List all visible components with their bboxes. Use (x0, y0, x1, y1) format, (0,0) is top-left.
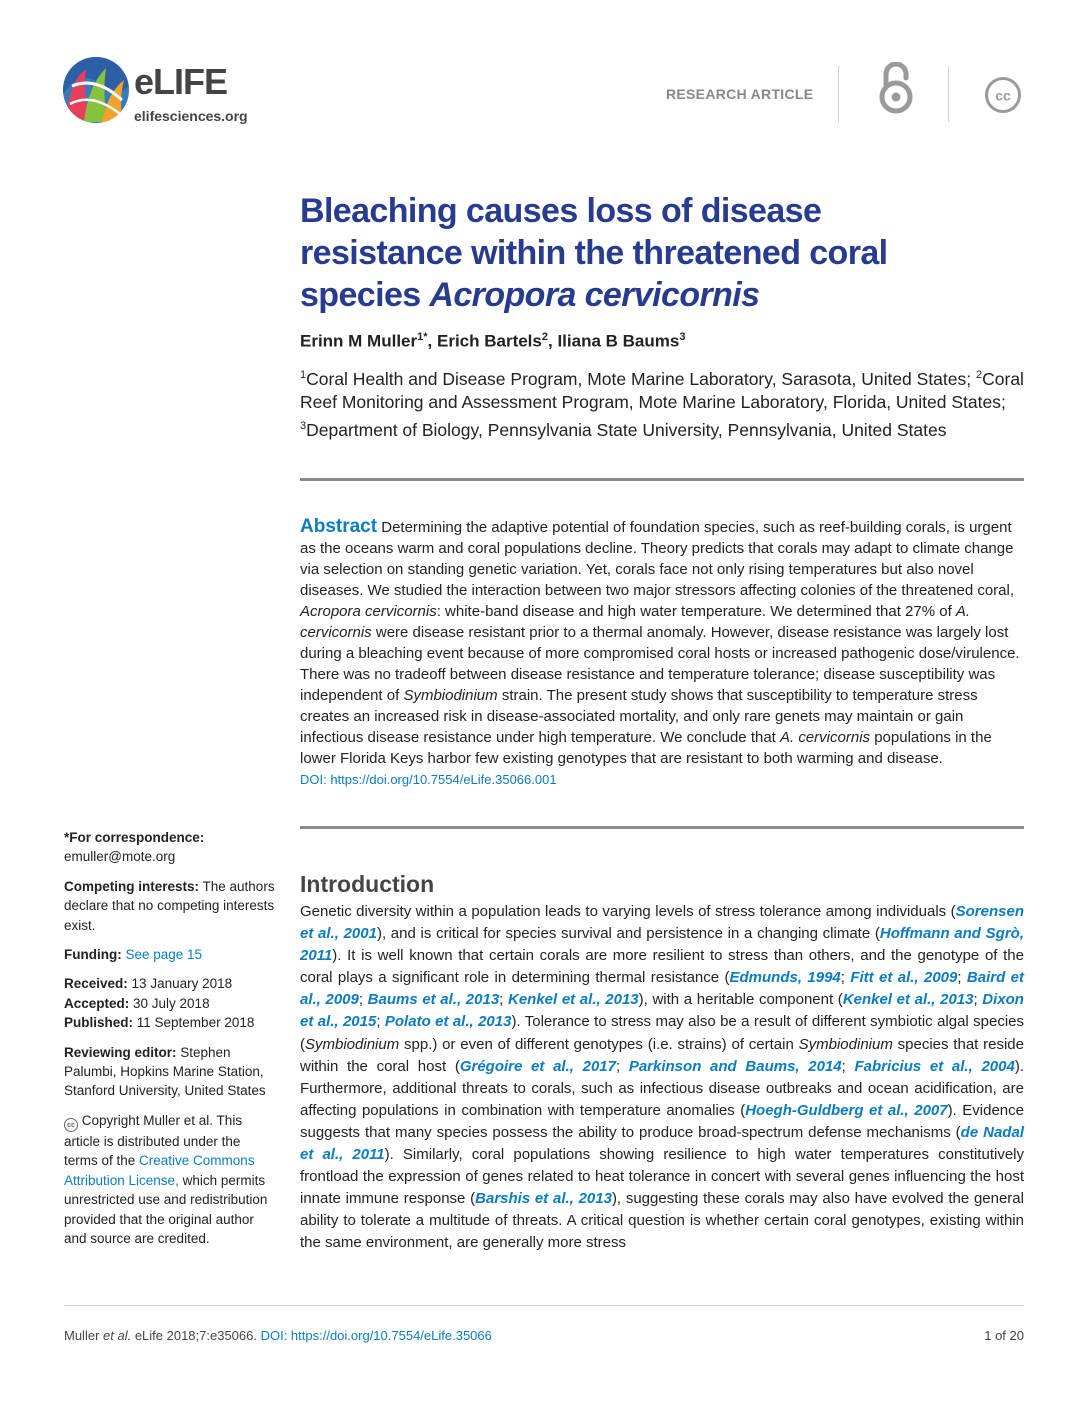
species-name: Acropora cervicornis (300, 603, 437, 620)
species-name: A. cervicornis (780, 729, 871, 746)
abstract-text: : white-band disease and high water temperature. We determined that 27% of (436, 603, 956, 620)
copyright-text: which permits unrestricted use and redistribution provided that the original author and source are credited. (64, 1172, 268, 1246)
citation-link[interactable]: Kenkel et al., 2013 (507, 991, 639, 1009)
author-name[interactable]: Iliana B Baums (557, 331, 680, 351)
abstract-heading: Abstract (300, 516, 378, 537)
affiliation-marker: 1 (300, 369, 307, 381)
logo-wordmark[interactable]: eLIFE (134, 61, 228, 102)
species-name: Symbiodinium (403, 687, 498, 704)
funding-block (64, 945, 276, 964)
article-title (300, 190, 1040, 316)
funding-link[interactable]: See page 15 (125, 947, 203, 963)
citation-link[interactable]: Baird et al., 2009 (300, 969, 1024, 1009)
accepted-date: 30 July 2018 (129, 995, 210, 1011)
creative-commons-icon: cc (64, 1118, 78, 1132)
header-divider (838, 66, 839, 122)
introduction-body (300, 901, 1024, 1255)
title-line: resistance within the threatened coral (300, 234, 888, 272)
abstract-text: were disease resistant prior to a thermal anomaly. However, disease resistance was largely lost during a bleaching event because of more compromised coral hosts or increased pathogenic dose/virulence. There was no tradeoff between disease resistance and temperature tolerance; disease susceptibility was independent of (300, 624, 1020, 704)
citation-link[interactable]: Polato et al., 2013 (384, 1013, 512, 1031)
published-date: 11 September 2018 (133, 1015, 255, 1031)
footer-divider (64, 1305, 1024, 1306)
body-text: ), and is critical for species survival and persistence in a changing climate ( (376, 925, 880, 943)
citation-link[interactable]: Hoffmann and Sgrò, 2011 (300, 925, 1025, 965)
body-text: ), suggesting these corals may also have evolved the general ability to tolerate a multitude of threats. A critical question is whether certain coral genotypes, existing within the same environment, are generally more stress (300, 1190, 1024, 1252)
reviewing-editor-text: Stephen Palumbi, Hopkins Marine Station, Stanford University, United States (64, 1044, 266, 1099)
creative-commons-icon (984, 76, 1022, 114)
author-list (300, 326, 685, 353)
body-text: ; (376, 1013, 385, 1031)
page-number: 1 of 20 (984, 1328, 1024, 1343)
affiliations (300, 364, 1024, 442)
citation-link[interactable]: Fitt et al., 2009 (850, 969, 958, 987)
copyright-text: Copyright Muller et al. This article is distributed under the terms of the (64, 1112, 243, 1169)
citation-link[interactable]: de Nadal et al., 2011 (300, 1123, 1024, 1164)
citation-link[interactable]: Barshis et al., 2013 (475, 1190, 612, 1208)
citation-link[interactable]: Sorensen et al., 2001 (300, 903, 1024, 943)
body-text: ; (957, 969, 967, 987)
dates-block (64, 974, 276, 1032)
citation-link[interactable]: Grégoire et al., 2017 (459, 1057, 616, 1075)
footer-citation (64, 1328, 492, 1344)
correspondence-label: *For correspondence: (64, 830, 205, 845)
abstract-text: strain. The present study shows that susceptibility to temperature stress creates an increased risk in disease-associated mortality, and only rare genets may maintain or gain infectious disease resistance under high temperature. We conclude that (300, 687, 978, 746)
citation-link[interactable]: Fabricius et al., 2004 (854, 1057, 1015, 1075)
abstract (300, 516, 1024, 790)
elife-logo-icon (62, 56, 130, 124)
competing-interests-text: The authors declare that no competing interests exist. (64, 878, 275, 933)
accepted-label: Accepted: (64, 995, 130, 1011)
header-divider (948, 66, 949, 122)
affiliation-marker: 2 (976, 369, 983, 381)
body-text: ; (615, 1057, 629, 1075)
citation-link[interactable]: Kenkel et al., 2013 (842, 991, 974, 1009)
citation-link[interactable]: Dixon et al., 2015 (300, 991, 1024, 1031)
logo-url[interactable]: elifesciences.org (134, 108, 248, 124)
citation-link[interactable]: Baums et al., 2013 (367, 991, 500, 1009)
abstract-text: Determining the adaptive potential of foundation species, such as reef-building corals, is urgent as the oceans warm and coral populations decline. Theory predicts that corals may adapt to climate change via selection on standing genetic variation. Yet, corals face not only rising temperatures but also novel diseases. We studied the interaction between two major stressors affecting colonies of the threatened coral, (300, 519, 1015, 599)
body-text: ). It is well known that certain corals are more resilient to stress than others, and the genotype of the coral plays a significant role in determining thermal resistance ( (300, 947, 1024, 987)
citation-link[interactable]: Edmunds, 1994 (729, 969, 841, 987)
body-text: ; (840, 969, 851, 987)
abstract-text: populations in the lower Florida Keys harbor few existing genotypes that are resistant to both warming and disease. (300, 729, 992, 767)
license-link[interactable]: Creative Commons Attribution License, (64, 1153, 255, 1188)
body-text: ). Similarly, coral populations showing resilience to high water temperatures constitutively frontload the expression of genes related to heat tolerance in concert with several genes influencing the host innate immune response ( (300, 1146, 1024, 1208)
author-separator: , (427, 331, 437, 351)
species-name: A. cervicornis (300, 603, 971, 641)
title-species-name: Acropora cervicornis (429, 276, 760, 314)
body-text: ; (841, 1057, 855, 1075)
section-divider (300, 826, 1024, 829)
body-text: ; (973, 991, 983, 1009)
body-text: spp.) or even of different genotypes (i.e. strains) of certain (399, 1035, 799, 1053)
open-access-icon (874, 62, 918, 114)
citation-link[interactable]: Hoegh-Guldberg et al., 2007 (745, 1101, 948, 1119)
body-text: ). Tolerance to stress may also be a result of different symbiotic algal species ( (300, 1013, 1025, 1053)
body-text: ). Evidence suggests that many species possess the ability to produce broad-spectrum defense mechanisms ( (300, 1101, 1024, 1141)
footer-author: Muller (64, 1328, 104, 1343)
species-name: Symbiodinium (798, 1035, 893, 1053)
author-affiliation-marker: 3 (679, 331, 686, 343)
title-line: Bleaching causes loss of disease (300, 192, 822, 230)
citation-link[interactable]: Parkinson and Baums, 2014 (628, 1057, 842, 1075)
article-type-label: RESEARCH ARTICLE (666, 86, 814, 102)
title-line: species (300, 276, 430, 314)
competing-interests-label: Competing interests: (64, 878, 200, 894)
article-info-sidebar (64, 828, 276, 1258)
author-name[interactable]: Erinn M Muller (300, 331, 418, 351)
affiliation-marker: 3 (300, 419, 307, 432)
body-text: ; (499, 991, 508, 1009)
affiliation-text: Coral Health and Disease Program, Mote Marine Laboratory, Sarasota, United States; (306, 368, 976, 389)
affiliation-text: Department of Biology, Pennsylvania State University, Pennsylvania, United States (306, 419, 947, 440)
received-date: 13 January 2018 (127, 976, 233, 992)
footer-doi-link[interactable]: DOI: https://doi.org/10.7554/eLife.35066 (260, 1328, 492, 1343)
body-text: Genetic diversity within a population leads to varying levels of stress tolerance among individuals ( (300, 903, 956, 920)
correspondence-email[interactable]: emuller@mote.org (64, 849, 176, 865)
reviewing-editor-label: Reviewing editor: (64, 1044, 177, 1060)
introduction-heading: Introduction (300, 871, 435, 897)
author-name[interactable]: Erich Bartels (436, 331, 542, 351)
body-text: ), with a heritable component ( (638, 991, 843, 1009)
author-affiliation-marker: 2 (541, 331, 548, 343)
body-text: ; (358, 991, 368, 1009)
reviewing-editor-block (64, 1043, 276, 1101)
section-divider (300, 478, 1024, 481)
affiliation-text: Coral Reef Monitoring and Assessment Program, Mote Marine Laboratory, Florida, United States; (300, 368, 1024, 413)
competing-interests-block (64, 877, 276, 935)
received-label: Received: (64, 976, 128, 992)
species-name: Symbiodinium (305, 1035, 400, 1053)
copyright-block (64, 1111, 276, 1248)
published-label: Published: (64, 1015, 134, 1031)
author-separator: , (548, 331, 558, 351)
abstract-doi-link[interactable]: DOI: https://doi.org/10.7554/eLife.35066.001 (300, 772, 557, 787)
svg-text:cc: cc (995, 87, 1011, 104)
body-text: species that reside within the coral host ( (300, 1035, 1024, 1075)
author-affiliation-marker: 1* (417, 331, 428, 343)
footer-etal: et al. (103, 1328, 132, 1343)
funding-label: Funding: (64, 947, 122, 963)
correspondence-block (64, 828, 276, 867)
body-text: ). Furthermore, additional threats to corals, such as infectious disease outbreaks and ocean acidification, are affecting populations in combination with temperature anomalies ( (300, 1057, 1024, 1119)
footer-journal-citation: eLife 2018;7:e35066. (131, 1328, 261, 1343)
